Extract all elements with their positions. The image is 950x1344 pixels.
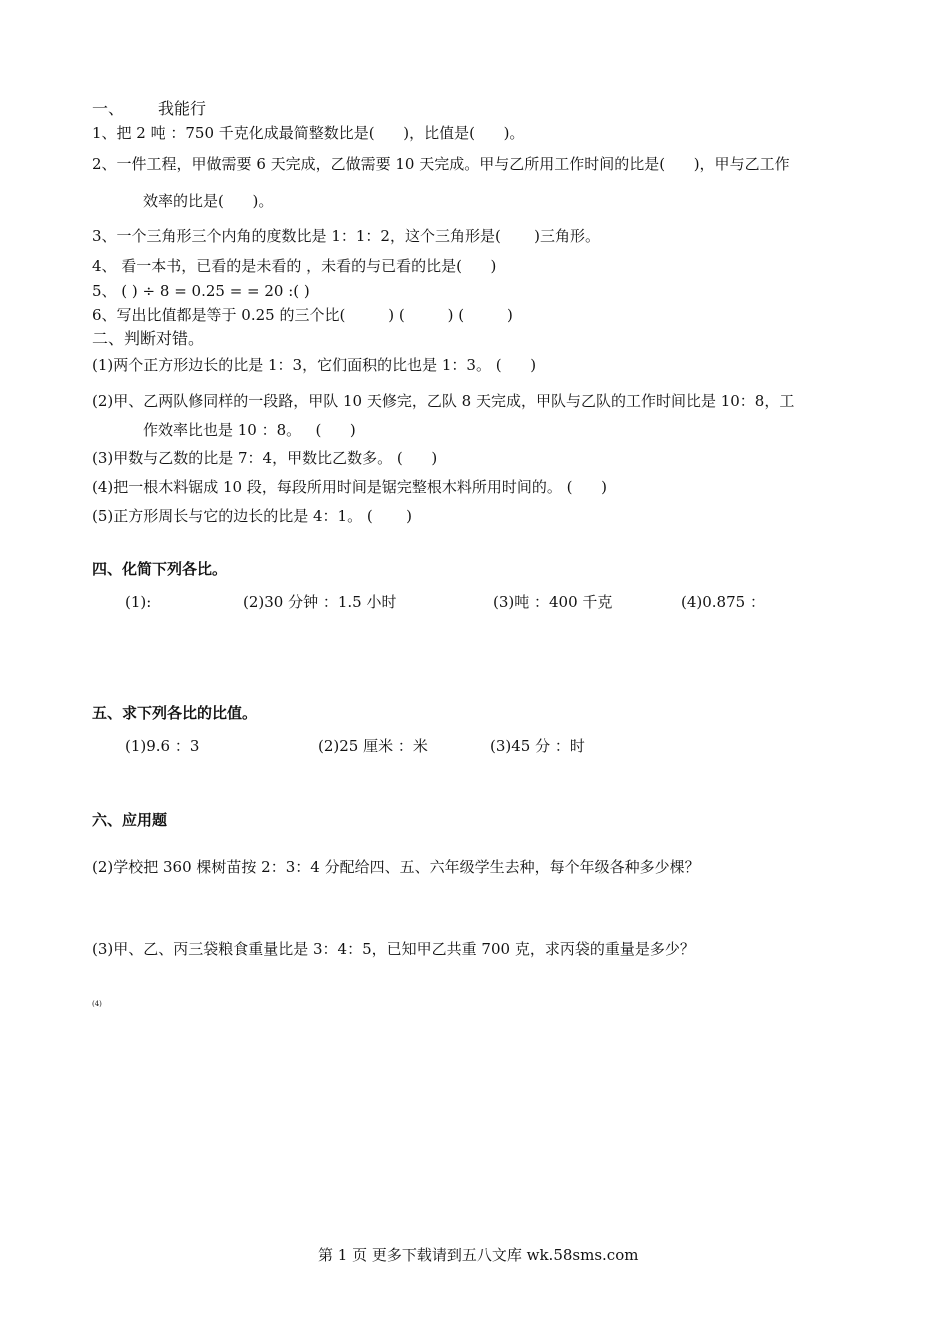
judge-3: (3)甲数与乙数的比是 7：4，甲数比乙数多。 ( )	[92, 449, 438, 467]
judge-2-line2: 作效率比也是 10 ：8。 ( )	[143, 421, 356, 439]
question-6: 6、写出比值都是等于 0.25 的三个比( ) ( ) ( )	[92, 306, 513, 324]
section1-heading-title: 我能行	[158, 99, 207, 118]
ratio-value-item-2: (2)25 厘米 ：米	[318, 737, 428, 755]
section2-heading: 二、判断对错。	[92, 329, 205, 348]
application-problem-2: (2)学校把 360 棵树苗按 2：3：4 分配给四、五、六年级学生去种，每个年级各种多少棵？	[92, 858, 700, 876]
page-footer: 第 1 页 更多下载请到五八文库 wk.58sms.com	[318, 1246, 639, 1264]
question-3: 3、一个三角形三个内角的度数比是 1：1：2，这个三角形是( )三角形。	[92, 227, 601, 245]
section5-heading: 五、求下列各比的比值。	[92, 704, 258, 722]
question-2-line1: 2、一件工程，甲做需要 6 天完成，乙做需要 10 天完成。甲与乙所用工作时间的比是( )，甲与乙工作	[92, 155, 790, 173]
ratio-value-item-3: (3)45 分 ：时	[490, 737, 585, 755]
ratio-value-item-1: (1)9.6 ：3	[125, 737, 200, 755]
simplify-item-4: (4)0.875 ：	[681, 593, 765, 611]
section4-heading: 四、化简下列各比。	[92, 560, 228, 578]
judge-2-line1: (2)甲、乙两队修同样的一段路，甲队 10 天修完，乙队 8 天完成，甲队与乙队的工作时间比是 10：8，工	[92, 392, 795, 410]
simplify-item-2: (2)30 分钟 ：1.5 小时	[243, 593, 397, 611]
simplify-item-3: (3)吨 ：400 千克	[493, 593, 613, 611]
judge-4: (4)把一根木料锯成 10 段，每段所用时间是锯完整根木料所用时间的。 ( )	[92, 478, 607, 496]
question-4: 4、 看一本书，已看的是未看的 ，未看的与已看的比是( )	[92, 257, 497, 275]
question-2-line2: 效率的比是( )。	[143, 192, 274, 210]
section6-heading: 六、应用题	[92, 811, 168, 829]
application-problem-3: (3)甲、乙、丙三袋粮食重量比是 3：4：5，已知甲乙共重 700 克，求丙袋的重量是多少？	[92, 940, 695, 958]
judge-5: (5)正方形周长与它的边长的比是 4：1。 ( )	[92, 507, 412, 525]
simplify-item-1: (1):	[125, 593, 152, 611]
application-problem-4-mark: (4)	[92, 1000, 102, 1008]
question-5: 5、 ( ) ÷ 8 = 0.25 = = 20 :( )	[92, 282, 310, 300]
section1-heading-number: 一、	[92, 99, 125, 118]
question-1: 1、把 2 吨 ：750 千克化成最简整数比是( )，比值是( )。	[92, 124, 525, 142]
judge-1: (1)两个正方形边长的比是 1：3，它们面积的比也是 1：3。 ( )	[92, 356, 537, 374]
